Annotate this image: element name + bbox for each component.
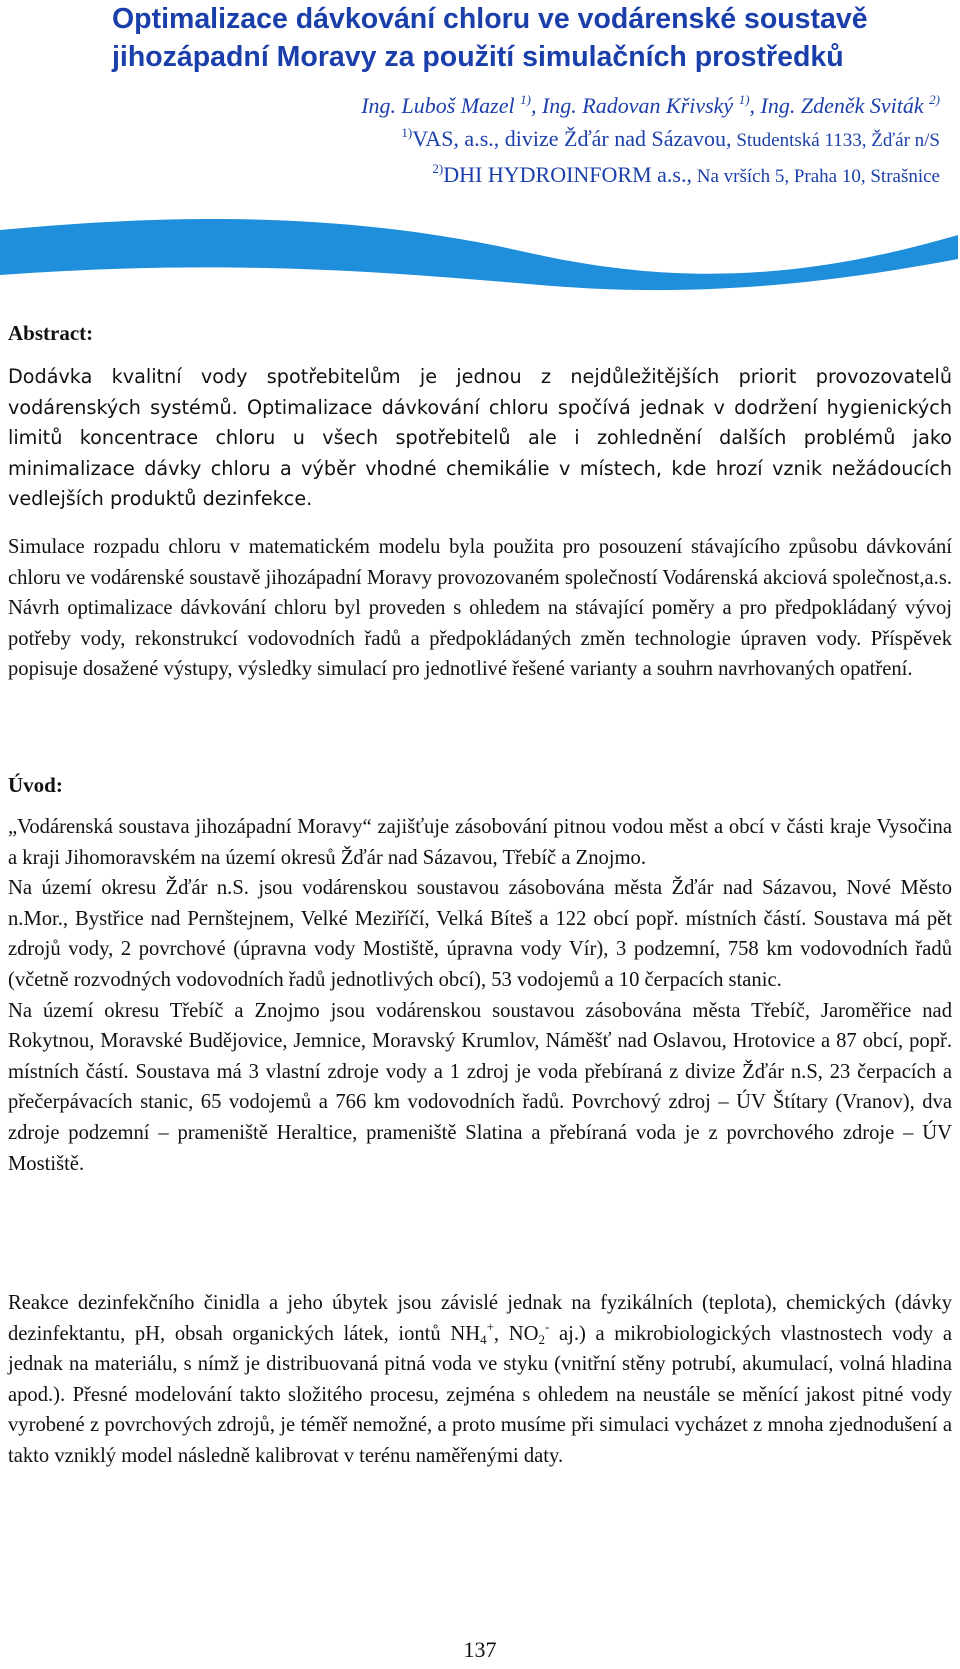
header-wave-decoration (0, 213, 960, 298)
author-2: Ing. Radovan Křivský (541, 93, 734, 118)
affiliation-2-address: Na vrších 5, Praha 10, Strašnice (692, 166, 940, 187)
nitrite-subscript: 2 (538, 1331, 545, 1347)
reaction-paragraph (8, 1288, 952, 1472)
affiliation-1 (200, 124, 940, 156)
author-line (200, 91, 940, 121)
paper-title: Optimalizace dávkování chloru ve vodárenské soustavě jihozápadní Moravy za použití simulačních prostředků (112, 3, 868, 73)
intro-paragraph-3: Na území okresu Třebíč a Znojmo jsou vodárenskou soustavou zásobována města Třebíč, Jaroměřice nad Rokytnou, Moravské Budějovice, Jemnice, Moravský Krumlov, Náměšť nad Oslavou, Hrotovice a 87 obcí, popř. místních částí. Soustava má 3 vlastní zdroje vody a 1 zdroj je voda přebíraná z divize Žďár n.S, 23 čerpacích a přečerpávacích stanic, 65 vodojemů a 766 km vodovodních řadů. Povrchový zdroj – ÚV Štítary (Vranov), dva zdroje podzemní – prameniště Heraltice, prameniště Slatina a přebíraná voda je z povrchového zdroje – ÚV Mostiště. (8, 999, 952, 1175)
simulation-paragraph: Simulace rozpadu chloru v matematickém modelu byla použita pro posouzení stávajícího způsobu dávkování chloru ve vodárenské soustavě jihozápadní Moravy provozovaném společností Vodárenská akciová společnost,a.s. Návrh optimalizace dávkování chloru byl proveden s ohledem na stávající poměry a pro předpokládaný vývoj potřeby vody, rekonstrukcí vodovodních řadů a předpokládaných změn technologie úpraven vody. Příspěvek popisuje dosažené výstupy, výsledky simulací pro jednotlivé řešené varianty a souhrn navrhovaných opatření. (8, 536, 952, 681)
affiliation-1-mark: 1) (401, 125, 413, 140)
reaction-text-3: aj.) a mikrobiologických vlastnostech vody a jednak na materiálu, s nímž je distribuovaná pitná voda ve styku (vnitřní stěny potrubí, akumulací, volná hladina apod.). Přesné modelování takto složitého procesu, zejména s ohledem na neustále se měnící jakost pitné vody vyrobené z povrchových zdrojů, je téměř nemožné, a proto musíme při simulaci vycházet z mnoha zjednodušení a takto vzniklý model následně kalibrovat v terénu naměřenými daty. (8, 1322, 953, 1467)
reaction-text-2: , NO (493, 1322, 539, 1345)
intro-section (8, 812, 952, 1179)
page-number: 137 (463, 1637, 497, 1662)
affiliation-2 (200, 160, 940, 192)
intro-heading: Úvod: (8, 773, 63, 797)
nitrite-superscript: - (544, 1318, 550, 1334)
affiliation-1-address: Studentská 1133, Žďár n/S (731, 130, 940, 151)
author-3-mark: 2) (929, 92, 940, 107)
intro-paragraph-2: Na území okresu Žďár n.S. jsou vodárenskou soustavou zásobována města Žďár nad Sázavou, Nové Město n.Mor., Bystřice nad Pernštejnem, Velké Meziříčí, Velká Bíteš a 122 obcí popř. místních částí. Soustava má pět zdrojů vody, 2 povrchové (úpravna vody Mostiště, úpravna vody Vír), 3 podzemní, 758 km vodovodních řadů (včetně rozvodných vodovodních řadů jednotlivých obcí), 53 vodojemů a 10 čerpacích stanic. (8, 877, 952, 991)
ammonium-subscript: 4 (480, 1331, 487, 1347)
author-2-mark: 1) (738, 92, 750, 107)
affiliation-2-org: DHI HYDROINFORM a.s., (443, 162, 692, 187)
author-separator: , (530, 93, 542, 118)
abstract-paragraph: Dodávka kvalitní vody spotřebitelům je jednou z nejdůležitějších priorit provozovatelů vodárenských systémů. Optimalizace dávkování chloru spočívá jednak v dodržení hygienických limitů koncentrace chloru u všech spotřebitelů ale i zohlednění dalších problémů jako minimalizace dávky chloru a výběr vhodné chemikálie v místech, kde hrozí vznik nežádoucích vedlejších produktů dezinfekce. (8, 365, 952, 511)
affiliation-2-mark: 2) (432, 161, 444, 176)
intro-paragraph-1: „Vodárenská soustava jihozápadní Moravy“ zajišťuje zásobování pitnou vodou měst a obcí v části kraje Vysočina a kraji Jihomoravském na území okresů Žďár nad Sázavou, Třebíč a Znojmo. (8, 816, 952, 869)
author-separator: , (749, 93, 761, 118)
abstract-heading: Abstract: (8, 321, 94, 345)
author-1: Ing. Luboš Mazel (361, 93, 515, 118)
author-1-mark: 1) (520, 92, 531, 107)
wave-shape (0, 219, 958, 290)
reaction-text-1: Reakce dezinfekčního činidla a jeho úbytek jsou závislé jednak na fyzikálních (teplota), chemických (dávky dezinfektantu, pH, obsah organických látek, iontů NH (8, 1292, 952, 1345)
ammonium-superscript: + (486, 1318, 494, 1334)
author-3: Ing. Zdeněk Sviták (760, 93, 924, 118)
affiliation-1-org: VAS, a.s., divize Žďár nad Sázavou, (412, 126, 732, 151)
